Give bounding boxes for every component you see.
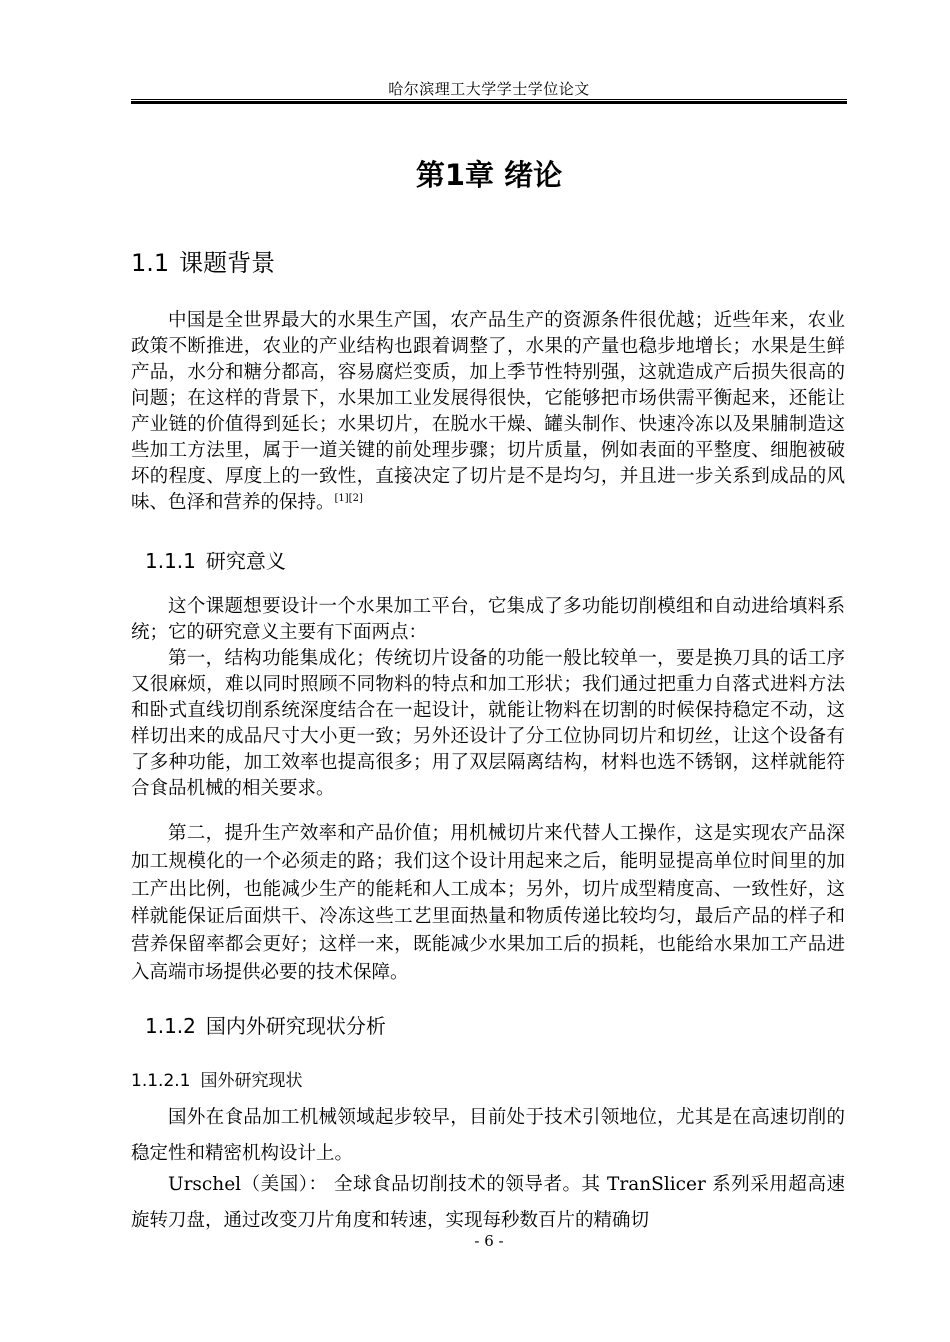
paragraph-text: 中国是全世界最大的水果生产国，农产品生产的资源条件很优越；近些年来，农业政策不断推进，农业的产业结构也跟着调整了，水果的产量也稳步地增长；水果是生鲜产品，水分和糖分都高，容易腐烂变质，加上季节性特别强，这就造成产后损失很高的问题；在这样的背景下，水果加工业发展得很快，它能够把市场供需平衡起来，还能让产业链的价值得到延长；水果切片，在脱水干燥、罐头制作、快速冷冻以及果脯制造这些加工方法里，属于一道关键的前处理步骤；切片质量，例如表面的平整度、细胞被破坏的程度、厚度上的一致性，直接决定了切片是不是均匀，并且进一步关系到成品的风味、色泽和营养的保持。 <box>131 310 845 513</box>
chapter-title: 第1章 绪论 <box>415 158 563 192</box>
page-number: - 6 - <box>474 1232 504 1250</box>
section-title: 国外研究现状 <box>200 1071 303 1091</box>
section-title: 研究意义 <box>205 549 286 573</box>
significance-point-1-paragraph: 第一，结构功能集成化；传统切片设备的功能一般比较单一，要是换刀具的话工序又很麻烦，难以同时照顾不同物料的特点和加工形状；我们通过把重力自落式进料方法和卧式直线切削系统深度结合在一起设计，就能让物料在切割的时候保持稳定不动，这样切出来的成品尺寸大小更一致；另外还设计了分工位协同切片和切丝，让这个设备有了多种功能，加工效率也提高很多；用了双层隔离结构，材料也选不锈钢，这样就能符合食品机械的相关要求。 <box>131 648 845 799</box>
section-title: 国内外研究现状分析 <box>205 1014 386 1038</box>
significance-point-2-paragraph: 第二，提升生产效率和产品价值；用机械切片来代替人工操作，这是实现农产品深加工规模化的一个必须走的路；我们这个设计用起来之后，能明显提高单位时间里的加工产出比例，也能减少生产的能耗和人工成本；另外，切片成型精度高、一致性好，这样就能保证后面烘干、冷冻这些工艺里面热量和物质传递比较均匀，最后产品的样子和营养保留率都会更好；这样一来，既能减少水果加工后的损耗，也能给水果加工产品进入高端市场提供必要的技术保障。 <box>131 823 845 983</box>
section-heading-1-1 <box>131 246 275 280</box>
section-heading-1-1-1 <box>145 546 286 576</box>
citation: [1][2] <box>334 493 363 504</box>
section-title: 课题背景 <box>179 249 276 277</box>
urschel-paragraph: Urschel（美国）： 全球食品切削技术的领导者。其 TranSlicer 系列采用超高速旋转刀盘，通过改变刀片角度和转速，实现每秒数百片的精确切 <box>131 1174 845 1231</box>
header-rule-thin <box>131 99 847 100</box>
section-number: 1.1.2 <box>145 1014 196 1038</box>
running-header: 哈尔滨理工大学学士学位论文 <box>388 80 590 98</box>
section-number: 1.1.1 <box>145 549 196 573</box>
section-number: 1.1 <box>131 249 170 277</box>
background-paragraph <box>131 308 845 516</box>
significance-intro-paragraph: 这个课题想要设计一个水果加工平台，它集成了多功能切削模组和自动进给填料系统；它的研究意义主要有下面两点： <box>131 596 845 643</box>
section-heading-1-1-2 <box>145 1011 386 1041</box>
foreign-status-paragraph: 国外在食品加工机械领域起步较早，目前处于技术引领地位，尤其是在高速切削的稳定性和精密机构设计上。 <box>131 1107 845 1164</box>
header-rule-thick <box>131 101 847 104</box>
section-number: 1.1.2.1 <box>131 1071 191 1091</box>
section-heading-1-1-2-1 <box>131 1068 302 1094</box>
